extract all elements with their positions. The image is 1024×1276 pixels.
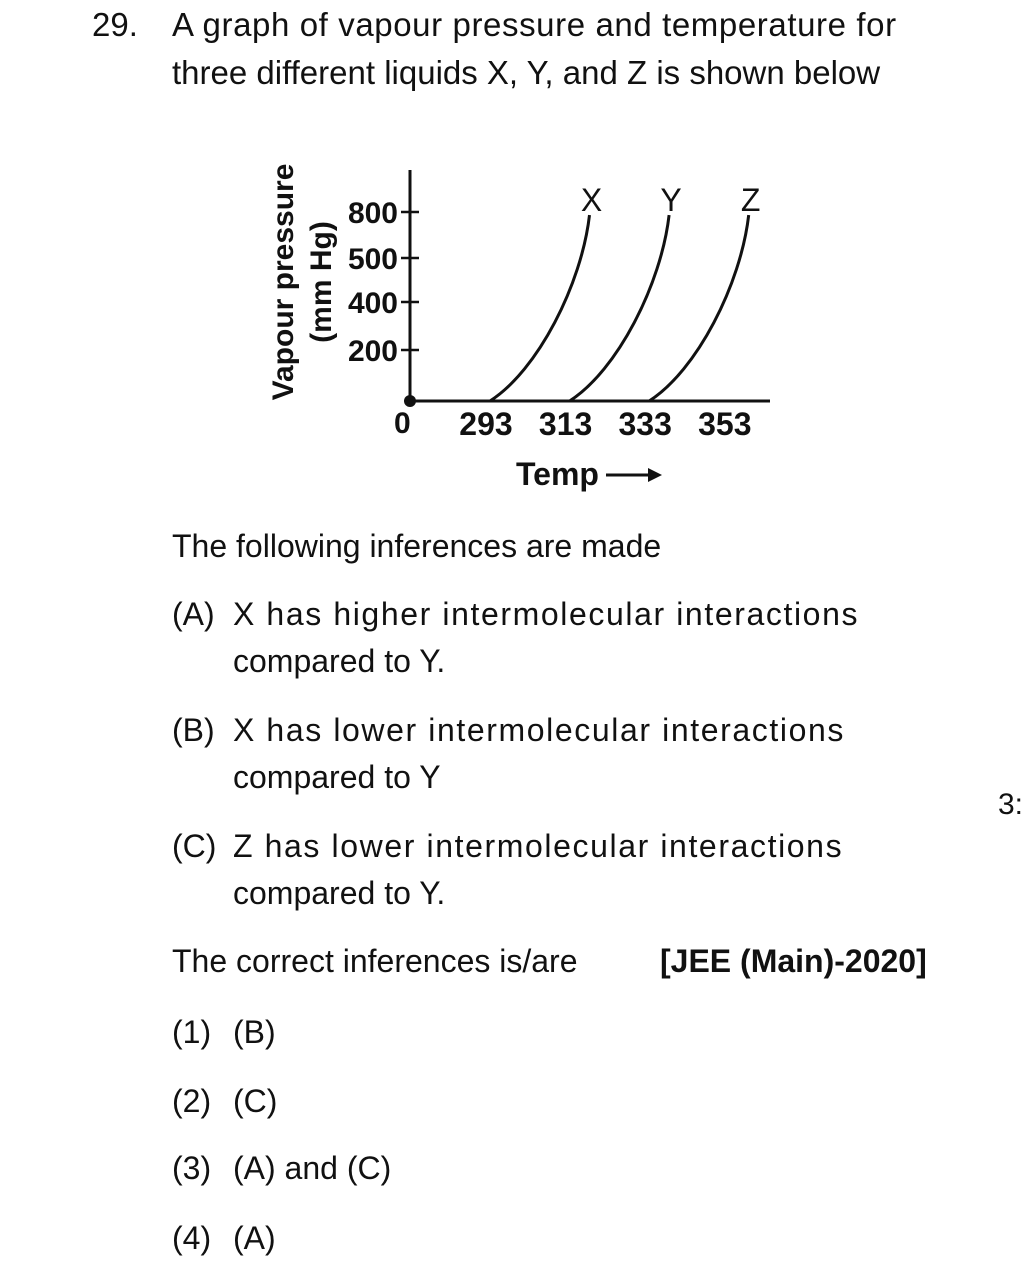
option-b-text: X has lower intermolecular interactions: [233, 712, 845, 748]
y-tick-label-500: 500: [347, 243, 398, 276]
x-tick-label-293: 293: [459, 406, 513, 442]
origin-label: 0: [394, 407, 411, 440]
inferences-intro: The following inferences are made: [172, 528, 662, 564]
margin-question-number: 3:: [998, 788, 1024, 821]
y-tick-label-800: 800: [347, 197, 398, 230]
option-a-text: X has higher intermolecular interactions: [233, 596, 860, 632]
exam-source: [JEE (Main)-2020]: [660, 943, 927, 979]
answer-3-text: (A) and (C): [233, 1150, 392, 1186]
series-label-z: Z: [740, 182, 761, 219]
graph-labels: [267, 164, 760, 492]
option-c-text-cont: compared to Y.: [233, 875, 446, 911]
answer-3-number: (3): [172, 1150, 212, 1186]
question-text-line-2: three different liquids X, Y, and Z is shown below: [172, 54, 881, 91]
option-a-text-cont: compared to Y.: [233, 643, 446, 679]
answer-2-number: (2): [172, 1083, 212, 1119]
option-c-text: Z has lower intermolecular interactions: [233, 828, 844, 864]
curve-x: [490, 215, 590, 401]
x-axis-title: Temp: [516, 456, 599, 492]
option-c-letter: (C): [172, 828, 217, 864]
question-number: 29.: [92, 6, 138, 43]
y-tick-label-200: 200: [347, 335, 398, 368]
y-tick-label-400: 400: [347, 287, 398, 320]
series-label-x: X: [580, 182, 603, 219]
y-axis-title-line-1: Vapour pressure: [267, 163, 300, 401]
question-text-line-1: A graph of vapour pressure and temperature for: [172, 6, 897, 43]
option-a-letter: (A): [172, 596, 215, 632]
correct-prompt: The correct inferences is/are: [172, 943, 578, 979]
vapour-pressure-graph: [0, 0, 1024, 520]
option-b-letter: (B): [172, 712, 215, 748]
x-tick-label-353: 353: [698, 406, 752, 442]
option-b-text-cont: compared to Y: [233, 759, 441, 795]
x-tick-label-333: 333: [618, 406, 672, 442]
y-axis-title-line-2: (mm Hg): [305, 221, 338, 343]
graph-curves: [490, 215, 749, 401]
x-tick-label-313: 313: [538, 406, 593, 442]
answer-2-text: (C): [233, 1083, 278, 1119]
answer-1-text: (B): [233, 1014, 276, 1050]
answer-4-number: (4): [172, 1220, 212, 1256]
series-label-y: Y: [660, 182, 682, 219]
answer-1-number: (1): [172, 1014, 212, 1050]
answer-4-text: (A): [233, 1220, 276, 1256]
x-axis-title-arrow-head: [648, 468, 662, 482]
origin-dot: [404, 395, 416, 407]
